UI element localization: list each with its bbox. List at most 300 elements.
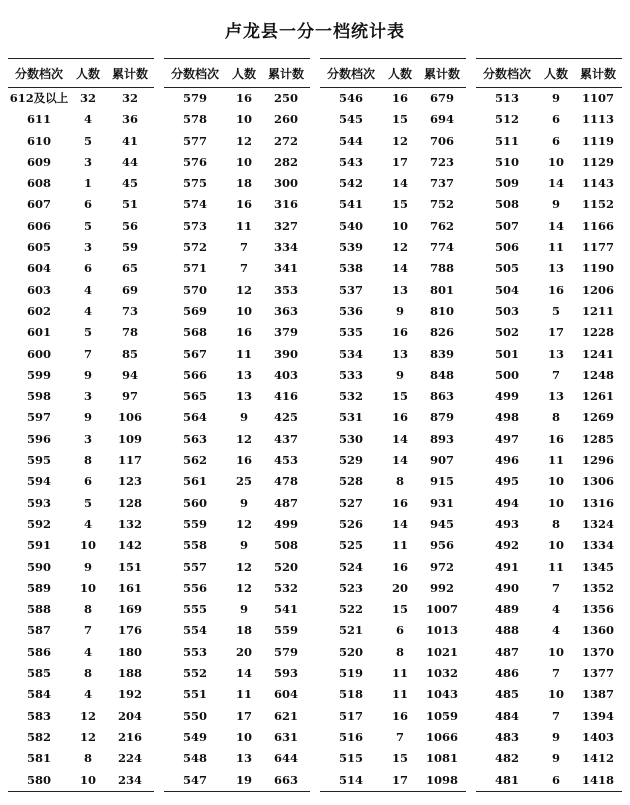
cell-cumulative: 499 bbox=[273, 516, 298, 531]
table-row bbox=[320, 578, 466, 599]
cell-cumulative: 1394 bbox=[581, 708, 614, 723]
cell-cumulative: 1370 bbox=[581, 644, 614, 659]
cell-count: 11 bbox=[547, 559, 564, 574]
cell-score-band: 538 bbox=[338, 261, 363, 276]
cell-score-band: 517 bbox=[338, 708, 363, 723]
cell-cumulative: 192 bbox=[117, 687, 142, 702]
table-row bbox=[164, 578, 310, 599]
cell-count: 9 bbox=[551, 751, 560, 766]
cell-cumulative: 176 bbox=[117, 623, 142, 638]
table-row bbox=[164, 152, 310, 173]
table-row bbox=[164, 131, 310, 152]
table-row bbox=[164, 301, 310, 322]
cell-count: 7 bbox=[551, 666, 560, 681]
cell-score-band: 607 bbox=[26, 197, 51, 212]
cell-cumulative: 1285 bbox=[581, 431, 614, 446]
cell-score-band: 603 bbox=[26, 282, 51, 297]
cell-cumulative: 272 bbox=[273, 133, 298, 148]
table-row bbox=[320, 514, 466, 535]
table-row bbox=[320, 642, 466, 663]
table-row bbox=[8, 557, 154, 578]
cell-cumulative: 1190 bbox=[581, 261, 614, 276]
cell-cumulative: 1152 bbox=[581, 197, 614, 212]
table-row bbox=[476, 748, 622, 769]
cell-score-band: 612及以上 bbox=[9, 91, 69, 105]
table-row bbox=[164, 727, 310, 748]
header-count: 人数 bbox=[382, 59, 418, 88]
table-row bbox=[320, 131, 466, 152]
cell-score-band: 550 bbox=[182, 708, 207, 723]
cell-count: 3 bbox=[83, 431, 92, 446]
cell-score-band: 584 bbox=[26, 687, 51, 702]
cell-count: 5 bbox=[83, 218, 92, 233]
cell-count: 4 bbox=[551, 602, 560, 617]
table-row bbox=[164, 365, 310, 386]
cell-score-band: 590 bbox=[26, 559, 51, 574]
cell-score-band: 552 bbox=[182, 666, 207, 681]
cell-cumulative: 631 bbox=[273, 729, 298, 744]
cell-cumulative: 737 bbox=[429, 176, 454, 191]
table-row bbox=[320, 770, 466, 792]
cell-cumulative: 644 bbox=[273, 751, 298, 766]
cell-count: 12 bbox=[235, 559, 252, 574]
header-count: 人数 bbox=[226, 59, 262, 88]
cell-cumulative: 1206 bbox=[581, 282, 614, 297]
cell-count: 12 bbox=[235, 282, 252, 297]
cell-count: 15 bbox=[391, 751, 408, 766]
cell-cumulative: 45 bbox=[121, 176, 138, 191]
table-row bbox=[476, 663, 622, 684]
cell-cumulative: 621 bbox=[273, 708, 298, 723]
cell-count: 32 bbox=[79, 91, 96, 105]
cell-count: 13 bbox=[547, 389, 564, 404]
cell-cumulative: 224 bbox=[117, 751, 142, 766]
cell-cumulative: 1334 bbox=[581, 538, 614, 553]
cell-cumulative: 327 bbox=[273, 218, 298, 233]
cell-score-band: 557 bbox=[182, 559, 207, 574]
cell-score-band: 587 bbox=[26, 623, 51, 638]
cell-score-band: 574 bbox=[182, 197, 207, 212]
cell-score-band: 511 bbox=[494, 133, 519, 148]
cell-score-band: 572 bbox=[182, 240, 207, 255]
cell-score-band: 600 bbox=[26, 346, 51, 361]
cell-cumulative: 128 bbox=[117, 495, 142, 510]
cell-score-band: 533 bbox=[338, 367, 363, 382]
table-row bbox=[164, 450, 310, 471]
cell-cumulative: 487 bbox=[273, 495, 298, 510]
cell-score-band: 559 bbox=[182, 516, 207, 531]
cell-cumulative: 234 bbox=[106, 770, 154, 792]
cell-score-band: 500 bbox=[494, 367, 519, 382]
cell-score-band: 484 bbox=[494, 708, 519, 723]
cell-count: 10 bbox=[70, 770, 106, 792]
cell-cumulative: 425 bbox=[273, 410, 298, 425]
table-row bbox=[8, 748, 154, 769]
table-row bbox=[476, 344, 622, 365]
score-table-block-2 bbox=[164, 58, 310, 792]
cell-cumulative: 65 bbox=[121, 261, 138, 276]
cell-cumulative: 216 bbox=[117, 729, 142, 744]
cell-count: 4 bbox=[551, 623, 560, 638]
cell-score-band: 569 bbox=[182, 303, 207, 318]
cell-count: 11 bbox=[547, 453, 564, 468]
cell-score-band: 558 bbox=[182, 538, 207, 553]
cell-count: 3 bbox=[83, 389, 92, 404]
cell-cumulative: 36 bbox=[121, 112, 138, 127]
table-row bbox=[8, 216, 154, 237]
cell-cumulative: 51 bbox=[121, 197, 138, 212]
cell-score-band: 592 bbox=[26, 516, 51, 531]
cell-cumulative: 752 bbox=[429, 197, 454, 212]
score-table bbox=[8, 58, 154, 792]
cell-score-band: 562 bbox=[182, 453, 207, 468]
score-table bbox=[476, 58, 622, 792]
table-row bbox=[8, 493, 154, 514]
table-row bbox=[164, 109, 310, 130]
cell-score-band: 548 bbox=[182, 751, 207, 766]
cell-cumulative: 1129 bbox=[581, 154, 614, 169]
header-score-band: 分数档次 bbox=[164, 59, 226, 88]
cell-count: 16 bbox=[235, 91, 252, 105]
cell-count: 20 bbox=[391, 580, 408, 595]
score-table bbox=[164, 58, 310, 792]
table-row bbox=[476, 493, 622, 514]
table-row bbox=[8, 663, 154, 684]
cell-score-band: 530 bbox=[338, 431, 363, 446]
cell-score-band: 495 bbox=[494, 474, 519, 489]
cell-count: 6 bbox=[83, 261, 92, 276]
cell-count: 11 bbox=[547, 240, 564, 255]
cell-score-band: 578 bbox=[182, 112, 207, 127]
cell-count: 13 bbox=[391, 346, 408, 361]
cell-score-band: 579 bbox=[182, 91, 207, 105]
table-row bbox=[476, 620, 622, 641]
cell-count: 10 bbox=[235, 154, 252, 169]
cell-count: 12 bbox=[235, 516, 252, 531]
table-row bbox=[320, 471, 466, 492]
page-title: 卢龙县一分一档统计表 bbox=[225, 22, 405, 42]
cell-cumulative: 1081 bbox=[425, 751, 458, 766]
cell-count: 13 bbox=[235, 389, 252, 404]
cell-count: 16 bbox=[391, 495, 408, 510]
table-row bbox=[164, 88, 310, 110]
score-table-block-3 bbox=[320, 58, 466, 792]
table-row bbox=[476, 109, 622, 130]
cell-count: 12 bbox=[235, 431, 252, 446]
table-row bbox=[320, 258, 466, 279]
cell-score-band: 526 bbox=[338, 516, 363, 531]
cell-score-band: 575 bbox=[182, 176, 207, 191]
table-row bbox=[8, 727, 154, 748]
cell-score-band: 519 bbox=[338, 666, 363, 681]
table-row bbox=[8, 770, 154, 792]
cell-cumulative: 931 bbox=[429, 495, 454, 510]
table-row bbox=[164, 237, 310, 258]
cell-score-band: 541 bbox=[338, 197, 363, 212]
cell-score-band: 593 bbox=[26, 495, 51, 510]
table-row bbox=[476, 557, 622, 578]
cell-count: 9 bbox=[239, 538, 248, 553]
cell-count: 7 bbox=[551, 708, 560, 723]
cell-cumulative: 151 bbox=[117, 559, 142, 574]
table-row bbox=[164, 535, 310, 556]
table-row bbox=[476, 216, 622, 237]
cell-score-band: 516 bbox=[338, 729, 363, 744]
table-row bbox=[320, 194, 466, 215]
table-row bbox=[476, 88, 622, 110]
table-row bbox=[476, 599, 622, 620]
cell-count: 12 bbox=[79, 708, 96, 723]
cell-score-band: 504 bbox=[494, 282, 519, 297]
table-row bbox=[164, 557, 310, 578]
cell-score-band: 527 bbox=[338, 495, 363, 510]
cell-score-band: 542 bbox=[338, 176, 363, 191]
cell-count: 4 bbox=[83, 516, 92, 531]
cell-score-band: 512 bbox=[494, 112, 519, 127]
cell-cumulative: 109 bbox=[117, 431, 142, 446]
cell-cumulative: 579 bbox=[273, 644, 298, 659]
cell-cumulative: 169 bbox=[117, 602, 142, 617]
table-row bbox=[164, 620, 310, 641]
cell-score-band: 520 bbox=[338, 644, 363, 659]
cell-score-band: 555 bbox=[182, 602, 207, 617]
table-row bbox=[164, 194, 310, 215]
cell-cumulative: 915 bbox=[429, 474, 454, 489]
cell-count: 16 bbox=[391, 410, 408, 425]
table-row bbox=[320, 599, 466, 620]
table-row bbox=[476, 322, 622, 343]
cell-count: 9 bbox=[551, 729, 560, 744]
cell-count: 6 bbox=[395, 623, 404, 638]
cell-cumulative: 437 bbox=[273, 431, 298, 446]
table-row bbox=[8, 620, 154, 641]
table-header-row bbox=[8, 59, 154, 88]
cell-count: 10 bbox=[79, 580, 96, 595]
cell-count: 7 bbox=[239, 240, 248, 255]
cell-count: 9 bbox=[83, 367, 92, 382]
cell-count: 7 bbox=[83, 623, 92, 638]
cell-count: 17 bbox=[391, 154, 408, 169]
cell-score-band: 525 bbox=[338, 538, 363, 553]
cell-cumulative: 893 bbox=[429, 431, 454, 446]
cell-score-band: 522 bbox=[338, 602, 363, 617]
table-row bbox=[164, 471, 310, 492]
cell-count: 12 bbox=[391, 133, 408, 148]
cell-cumulative: 1345 bbox=[581, 559, 614, 574]
cell-score-band: 531 bbox=[338, 410, 363, 425]
cell-cumulative: 972 bbox=[429, 559, 454, 574]
header-count: 人数 bbox=[70, 59, 106, 88]
cell-cumulative: 1306 bbox=[581, 474, 614, 489]
table-row bbox=[476, 535, 622, 556]
cell-score-band: 560 bbox=[182, 495, 207, 510]
cell-score-band: 580 bbox=[8, 770, 70, 792]
table-row bbox=[320, 429, 466, 450]
table-row bbox=[8, 237, 154, 258]
table-row bbox=[320, 706, 466, 727]
cell-cumulative: 1177 bbox=[581, 240, 614, 255]
cell-count: 14 bbox=[391, 176, 408, 191]
cell-count: 8 bbox=[395, 474, 404, 489]
cell-cumulative: 508 bbox=[273, 538, 298, 553]
cell-cumulative: 1316 bbox=[581, 495, 614, 510]
table-row bbox=[320, 450, 466, 471]
cell-cumulative: 1211 bbox=[581, 303, 614, 318]
cell-count: 7 bbox=[239, 261, 248, 276]
cell-score-band: 535 bbox=[338, 325, 363, 340]
cell-count: 9 bbox=[83, 410, 92, 425]
cell-score-band: 553 bbox=[182, 644, 207, 659]
cell-score-band: 583 bbox=[26, 708, 51, 723]
table-row bbox=[8, 131, 154, 152]
cell-cumulative: 123 bbox=[117, 474, 142, 489]
cell-count: 11 bbox=[235, 346, 252, 361]
table-row bbox=[476, 429, 622, 450]
table-row bbox=[8, 642, 154, 663]
cell-score-band: 564 bbox=[182, 410, 207, 425]
cell-score-band: 551 bbox=[182, 687, 207, 702]
cell-score-band: 506 bbox=[494, 240, 519, 255]
cell-cumulative: 85 bbox=[121, 346, 138, 361]
table-row bbox=[8, 173, 154, 194]
cell-score-band: 494 bbox=[494, 495, 519, 510]
cell-cumulative: 956 bbox=[429, 538, 454, 553]
cell-count: 6 bbox=[83, 197, 92, 212]
cell-count: 20 bbox=[235, 644, 252, 659]
cell-cumulative: 723 bbox=[429, 154, 454, 169]
cell-cumulative: 316 bbox=[273, 197, 298, 212]
cell-score-band: 610 bbox=[26, 133, 51, 148]
cell-cumulative: 1166 bbox=[581, 218, 614, 233]
table-row bbox=[320, 620, 466, 641]
table-row bbox=[8, 471, 154, 492]
table-row bbox=[320, 216, 466, 237]
cell-count: 16 bbox=[391, 559, 408, 574]
cell-cumulative: 59 bbox=[121, 240, 138, 255]
cell-cumulative: 992 bbox=[429, 580, 454, 595]
cell-count: 16 bbox=[235, 197, 252, 212]
table-row bbox=[8, 322, 154, 343]
cell-cumulative: 44 bbox=[121, 154, 138, 169]
cell-cumulative: 1352 bbox=[581, 580, 614, 595]
cell-cumulative: 379 bbox=[273, 325, 298, 340]
cell-count: 16 bbox=[547, 431, 564, 446]
cell-score-band: 545 bbox=[338, 112, 363, 127]
cell-score-band: 497 bbox=[494, 431, 519, 446]
cell-score-band: 576 bbox=[182, 154, 207, 169]
table-row bbox=[476, 194, 622, 215]
table-row bbox=[8, 258, 154, 279]
cell-count: 12 bbox=[235, 580, 252, 595]
cell-count: 5 bbox=[83, 495, 92, 510]
table-row bbox=[164, 642, 310, 663]
table-row bbox=[164, 514, 310, 535]
table-row bbox=[476, 237, 622, 258]
cell-count: 15 bbox=[391, 112, 408, 127]
cell-count: 14 bbox=[391, 453, 408, 468]
table-row bbox=[8, 301, 154, 322]
cell-score-band: 489 bbox=[494, 602, 519, 617]
cell-count: 4 bbox=[83, 303, 92, 318]
table-row bbox=[476, 301, 622, 322]
cell-score-band: 524 bbox=[338, 559, 363, 574]
table-row bbox=[320, 301, 466, 322]
table-row bbox=[320, 280, 466, 301]
cell-cumulative: 1356 bbox=[581, 602, 614, 617]
cell-count: 9 bbox=[551, 197, 560, 212]
cell-score-band: 509 bbox=[494, 176, 519, 191]
cell-score-band: 532 bbox=[338, 389, 363, 404]
cell-score-band: 513 bbox=[494, 91, 519, 105]
table-header-row bbox=[320, 59, 466, 88]
cell-cumulative: 1059 bbox=[425, 708, 458, 723]
cell-cumulative: 1143 bbox=[581, 176, 614, 191]
cell-count: 11 bbox=[235, 687, 252, 702]
table-row bbox=[8, 450, 154, 471]
cell-cumulative: 559 bbox=[273, 623, 298, 638]
cell-score-band: 588 bbox=[26, 602, 51, 617]
cell-cumulative: 604 bbox=[273, 687, 298, 702]
cell-score-band: 598 bbox=[26, 389, 51, 404]
cell-cumulative: 945 bbox=[429, 516, 454, 531]
cell-count: 11 bbox=[235, 218, 252, 233]
cell-cumulative: 879 bbox=[429, 410, 454, 425]
cell-score-band: 543 bbox=[338, 154, 363, 169]
cell-score-band: 492 bbox=[494, 538, 519, 553]
cell-count: 8 bbox=[83, 751, 92, 766]
cell-score-band: 599 bbox=[26, 367, 51, 382]
header-score-band: 分数档次 bbox=[476, 59, 538, 88]
cell-count: 8 bbox=[551, 516, 560, 531]
cell-count: 8 bbox=[551, 410, 560, 425]
cell-count: 5 bbox=[83, 325, 92, 340]
table-row bbox=[8, 535, 154, 556]
cell-score-band: 585 bbox=[26, 666, 51, 681]
cell-count: 8 bbox=[395, 644, 404, 659]
table-row bbox=[164, 706, 310, 727]
cell-count: 10 bbox=[79, 538, 96, 553]
table-row bbox=[8, 684, 154, 705]
cell-count: 10 bbox=[235, 729, 252, 744]
cell-count: 9 bbox=[395, 367, 404, 382]
cell-score-band: 601 bbox=[26, 325, 51, 340]
cell-cumulative: 41 bbox=[121, 133, 138, 148]
cell-count: 5 bbox=[83, 133, 92, 148]
cell-cumulative: 706 bbox=[429, 133, 454, 148]
cell-cumulative: 839 bbox=[429, 346, 454, 361]
cell-count: 1 bbox=[83, 176, 92, 191]
table-row bbox=[8, 88, 154, 110]
score-table bbox=[320, 58, 466, 792]
cell-cumulative: 32 bbox=[121, 91, 138, 105]
cell-count: 6 bbox=[551, 133, 560, 148]
table-row bbox=[476, 450, 622, 471]
cell-score-band: 523 bbox=[338, 580, 363, 595]
cell-count: 25 bbox=[235, 474, 252, 489]
cell-score-band: 597 bbox=[26, 410, 51, 425]
table-row bbox=[320, 237, 466, 258]
table-row bbox=[320, 386, 466, 407]
table-header-row bbox=[164, 59, 310, 88]
cell-cumulative: 260 bbox=[273, 112, 298, 127]
table-row bbox=[320, 684, 466, 705]
table-row bbox=[8, 407, 154, 428]
header-count: 人数 bbox=[538, 59, 574, 88]
cell-count: 10 bbox=[547, 474, 564, 489]
cell-score-band: 605 bbox=[26, 240, 51, 255]
header-cumulative: 累计数 bbox=[262, 59, 310, 88]
cell-count: 15 bbox=[391, 389, 408, 404]
